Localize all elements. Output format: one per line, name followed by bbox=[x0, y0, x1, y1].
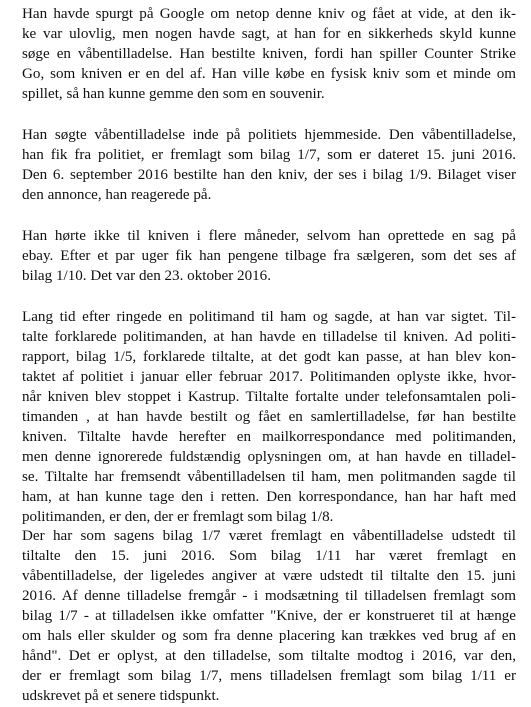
paragraph-google-search bbox=[22, 4, 516, 104]
text-line: bilag 1/7 - at tilladelsen ikke omfatter "Knive, der er konstrueret til at hænge bbox=[22, 608, 516, 624]
text-line: kniven. Tiltalte havde herefter en mailkorrespondance med politimanden, bbox=[22, 429, 516, 445]
text-line: politimanden, er den, der er fremlagt som bilag 1/8. bbox=[22, 509, 334, 525]
text-line: Han søgte våbentilladelse inde på politiets hjemmeside. Den våbentilladelse, bbox=[22, 127, 516, 143]
text-line: søge en våbentilladelse. Han bestilte kniven, fordi han spiller Counter Strike bbox=[22, 46, 516, 62]
text-line: 2016. Af denne tilladelse fremgår - i modsætning til tilladelsen fremlagt som bbox=[22, 588, 516, 604]
text-line: Der har som sagens bilag 1/7 været fremlagt en våbentilladelse udstedt til bbox=[22, 528, 516, 544]
text-line: timanden , at han havde bestilt og fået en samlertilladelse, før han bestilte bbox=[22, 409, 516, 425]
text-line: han fik fra politiet, er fremlagt som bilag 1/7, som er dateret 15. juni 2016. bbox=[22, 147, 516, 163]
text-line: Den 6. september 2016 bestilte han den kniv, der ses i bilag 1/9. Bilaget viser bbox=[22, 167, 516, 183]
text-line: ebay. Efter et par uger fik han pengene tilbage fra sælgeren, som det ses af bbox=[22, 248, 516, 264]
text-line: ke var ulovlig, men nogen havde sagt, at han for en sikkerheds skyld kunne bbox=[22, 26, 516, 42]
text-line: Han hørte ikke til kniven i flere måneder, selvom han oprettede en sag på bbox=[22, 228, 516, 244]
paragraph-permit-exhibits bbox=[22, 526, 516, 706]
text-line: hånd". Det er oplyst, at den tilladelse, som tiltalte modtog i 2016, var den, bbox=[22, 648, 516, 664]
text-line: der er fremlagt som bilag 1/7, mens tilladelsen fremlagt som bilag 1/11 er bbox=[22, 668, 516, 684]
text-line: Go, som kniven er en del af. Han ville købe en fysisk kniv som et minde om bbox=[22, 66, 516, 82]
paragraph-ebay-refund bbox=[22, 226, 516, 286]
paragraph-police-contact bbox=[22, 307, 516, 527]
text-line: den annonce, han reagerede på. bbox=[22, 187, 212, 203]
text-line: taktet af politiet i januar eller februar 2017. Politimanden oplyste ikke, hvor- bbox=[22, 369, 516, 385]
text-line: ham, at han kunne tage den i retten. Den korrespondance, han har haft med bbox=[22, 489, 516, 505]
text-line: når kniven blev stoppet i Kastrup. Tiltalte fortalte under telefonsamtalen poli- bbox=[22, 389, 516, 405]
text-line: se. Tiltalte har fremsendt våbentilladelsen til ham, men politmanden sagde til bbox=[22, 469, 516, 485]
text-line: rapport, bilag 1/5, forklarede tiltalte, at det godt kan passe, at han blev kon- bbox=[22, 349, 516, 365]
text-line: om hals eller skulder og som fra denne placering kan trækkes ved brug af en bbox=[22, 628, 516, 644]
text-line: udskrevet på et senere tidspunkt. bbox=[22, 688, 220, 704]
text-line: tiltalte den 15. juni 2016. Som bilag 1/11 har været fremlagt en bbox=[22, 548, 516, 564]
text-line: Lang tid efter ringede en politimand til ham og sagde, at han var sigtet. Til- bbox=[22, 309, 516, 325]
text-line: Han havde spurgt på Google om netop denne kniv og fået at vide, at den ik- bbox=[22, 6, 516, 22]
text-line: bilag 1/10. Det var den 23. oktober 2016. bbox=[22, 268, 271, 284]
text-line: men denne ignorerede fuldstændig oplysningen om, at han havde en tilladel- bbox=[22, 449, 516, 465]
text-line: talte forklarede politimanden, at han havde en tilladelse til kniven. Ad politi- bbox=[22, 329, 516, 345]
paragraph-weapon-permit bbox=[22, 125, 516, 205]
text-line: spillet, så han kunne gemme den som en souvenir. bbox=[22, 86, 325, 102]
text-line: våbentilladelse, der ligeledes angiver at være udstedt til tiltalte den 15. juni bbox=[22, 568, 516, 584]
